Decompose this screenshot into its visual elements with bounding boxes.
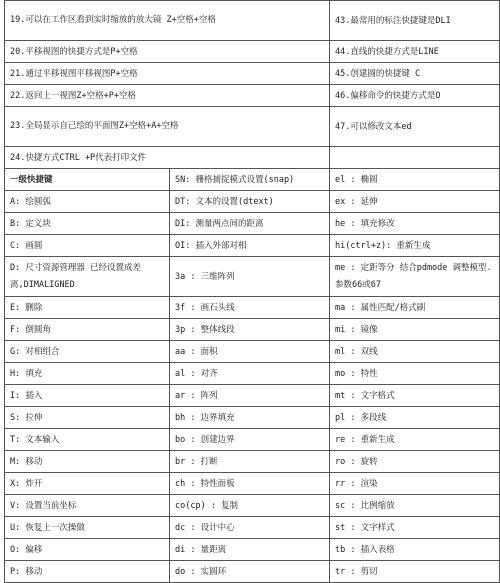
table-cell: D: 尺寸资源管理器 已经设置成差离,DIMALIGNED	[5, 257, 170, 297]
table-row	[5, 319, 500, 341]
table-cell: co(cp) : 复制	[170, 495, 330, 517]
table-cell: X: 炸开	[5, 473, 170, 495]
table-cell: H: 填充	[5, 363, 170, 385]
table-cell: 3p : 整体线段	[170, 319, 330, 341]
table-cell: E: 删除	[5, 297, 170, 319]
table-cell: 23.全局显示自己绘的平面图Z+空格+A+空格	[5, 107, 330, 147]
table-cell: B: 定义块	[5, 213, 170, 235]
table-cell: 20.平移视图的快捷方式是P+空格	[5, 41, 330, 63]
table-cell: S: 拉伸	[5, 407, 170, 429]
table-cell: 3a : 三维阵列	[170, 257, 330, 297]
table-row	[5, 257, 500, 297]
table-row	[5, 1, 500, 41]
table-cell: 22.返回上一视图Z+空格+P+空格	[5, 85, 330, 107]
table-cell: re : 重新生成	[330, 429, 500, 451]
table-cell: mi : 镜像	[330, 319, 500, 341]
table-row	[5, 41, 500, 63]
table-cell: me : 定距等分 结合pdmode 调整模型.参数66或67	[330, 257, 500, 297]
table-row	[5, 147, 500, 169]
table-row	[5, 297, 500, 319]
table-cell: tr : 剪切	[330, 561, 500, 583]
table-cell: mt : 文字格式	[330, 385, 500, 407]
table-row	[5, 85, 500, 107]
table-row	[5, 451, 500, 473]
table-row	[5, 407, 500, 429]
table-cell: DT: 文本的设置(dtext)	[170, 191, 330, 213]
table-cell: 19.可以在工作区看到实时缩放的放大镜 Z+空格+空格	[5, 1, 330, 41]
table-row	[5, 235, 500, 257]
table-row	[5, 341, 500, 363]
table-cell: bo : 创建边界	[170, 429, 330, 451]
table-row	[5, 473, 500, 495]
table-cell: hi(ctrl+z): 重新生成	[330, 235, 500, 257]
table-cell	[330, 147, 500, 169]
table-row	[5, 561, 500, 583]
table-row	[5, 429, 500, 451]
table-cell: ar : 阵列	[170, 385, 330, 407]
table-cell: ml : 双线	[330, 341, 500, 363]
table-row	[5, 191, 500, 213]
section-header: 一级快捷键	[5, 169, 170, 191]
table-cell: sc : 比例缩放	[330, 495, 500, 517]
table-cell: al : 对齐	[170, 363, 330, 385]
table-cell: rr : 渲染	[330, 473, 500, 495]
table-cell: do : 实圆环	[170, 561, 330, 583]
table-cell: pl : 多段线	[330, 407, 500, 429]
table-row	[5, 169, 500, 191]
table-cell: tb : 插入表格	[330, 539, 500, 561]
table-cell: G: 对相组合	[5, 341, 170, 363]
table-cell: 47.可以修改文本ed	[330, 107, 500, 147]
table-cell: 46.偏移命令的快捷方式是O	[330, 85, 500, 107]
table-cell: V: 设置当前坐标	[5, 495, 170, 517]
table-cell: DI: 测量两点间的距离	[170, 213, 330, 235]
table-cell: he : 填充修改	[330, 213, 500, 235]
table-cell: I: 插入	[5, 385, 170, 407]
table-cell: 44.直线的快捷方式是LINE	[330, 41, 500, 63]
table-cell: st : 文字样式	[330, 517, 500, 539]
table-cell: br : 打断	[170, 451, 330, 473]
table-cell: P: 移动	[5, 561, 170, 583]
table-cell: F: 倒圆角	[5, 319, 170, 341]
table-cell: U: 恢复上一次操做	[5, 517, 170, 539]
table-cell: aa : 面积	[170, 341, 330, 363]
table-cell: 43.最常用的标注快捷键是DLI	[330, 1, 500, 41]
table-cell: mo : 特性	[330, 363, 500, 385]
table-row	[5, 213, 500, 235]
table-cell: 21.通过平移视图平移视图P+空格	[5, 63, 330, 85]
table-cell: ch : 特性面板	[170, 473, 330, 495]
table-cell: ma : 属性匹配/格式刷	[330, 297, 500, 319]
table-cell: M: 移动	[5, 451, 170, 473]
table-cell: di : 量距离	[170, 539, 330, 561]
table-cell: A: 绘圆弧	[5, 191, 170, 213]
table-cell: dc : 设计中心	[170, 517, 330, 539]
table-cell: T: 文本输入	[5, 429, 170, 451]
table-row	[5, 517, 500, 539]
table-cell: SN: 栅格捕捉模式设置(snap)	[170, 169, 330, 191]
table-cell: O: 偏移	[5, 539, 170, 561]
table-row	[5, 539, 500, 561]
table-cell: ex : 延伸	[330, 191, 500, 213]
table-cell: C: 画圆	[5, 235, 170, 257]
table-cell: ro : 旋转	[330, 451, 500, 473]
table-cell: OI: 插入外部对相	[170, 235, 330, 257]
table-row	[5, 363, 500, 385]
table-cell: 24.快捷方式CTRL +P代表打印文件	[5, 147, 330, 169]
table-cell: 45.创建圆的快捷键 C	[330, 63, 500, 85]
shortcut-table	[4, 0, 500, 583]
table-row	[5, 63, 500, 85]
table-row	[5, 107, 500, 147]
table-cell: el : 椭圆	[330, 169, 500, 191]
table-row	[5, 385, 500, 407]
table-cell: 3f : 画石头线	[170, 297, 330, 319]
table-row	[5, 495, 500, 517]
table-cell: bh : 边界填充	[170, 407, 330, 429]
